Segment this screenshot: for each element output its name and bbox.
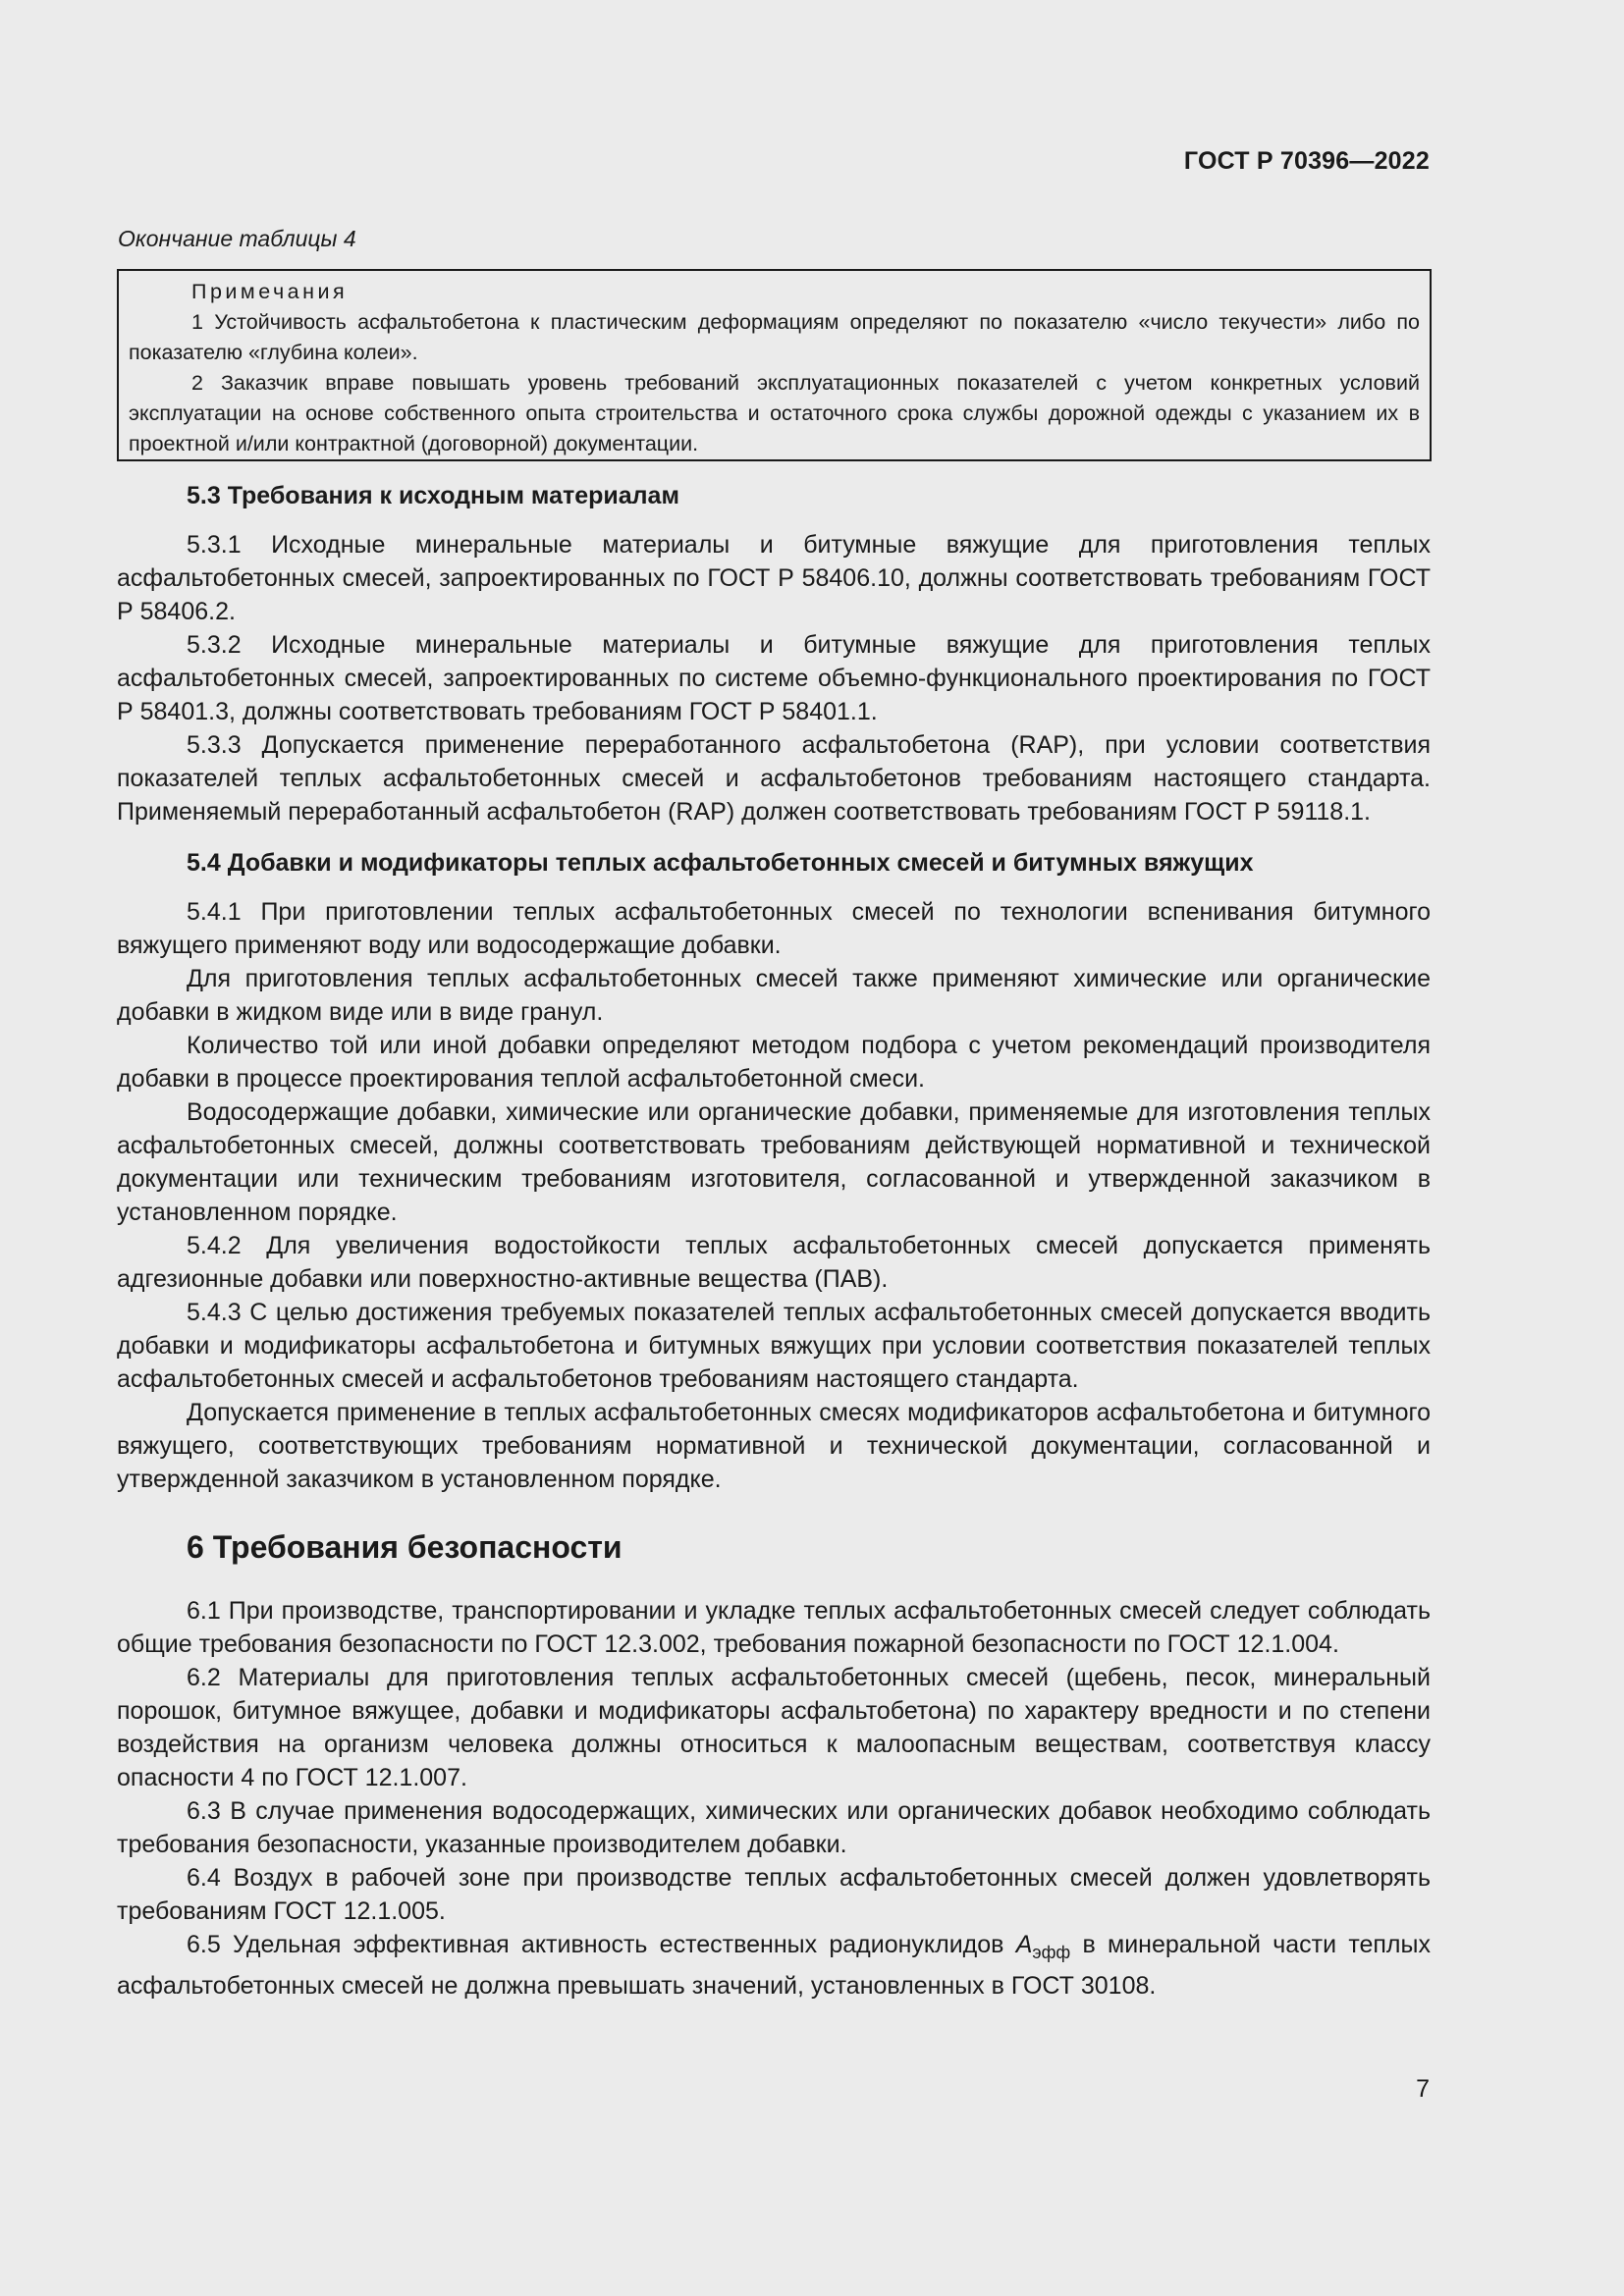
section-6-heading: 6 Требования безопасности [187, 1529, 623, 1565]
paragraph: Водосодержащие добавки, химические или органические добавки, применяемые для изготовления теплых асфальтобетонных смесей, должны соответствовать требованиям действующей нормативной и технической документации или техническим требованиям изготовителя, согласованной и утвержденной заказчиком в установленном порядке. [117, 1098, 1431, 1226]
paragraph: Количество той или иной добавки определяют методом подбора с учетом рекомендаций производителя добавки в процессе проектирования теплой асфальтобетонной смеси. [117, 1032, 1431, 1093]
paragraph-5-4-3: 5.4.3 С целью достижения требуемых показателей теплых асфальтобетонных смесей допускается вводить добавки и модификаторы асфальтобетона и битумных вяжущих при условии соответствия показателей теплых асфальтобетонных смесей и асфальтобетонов требованиям настоящего стандарта. [117, 1299, 1431, 1393]
text-run: 6.5 Удельная эффективная активность естественных радионуклидов [187, 1931, 1016, 1958]
paragraph-5-3-3: 5.3.3 Допускается применение переработанного асфальтобетона (RAP), при условии соответствия показателей теплых асфальтобетонных смесей и асфальтобетонов требованиям настоящего стандарта. Применяемый переработанный асфальтобетон (RAP) должен соответствовать требованиям ГОСТ Р 59118.1. [117, 731, 1431, 826]
paragraph-5-3-1: 5.3.1 Исходные минеральные материалы и битумные вяжущие для приготовления теплых асфальтобетонных смесей, запроектированных по ГОСТ Р 58406.10, должны соответствовать требованиям ГОСТ Р 58406.2. [117, 531, 1431, 625]
section-5-3-heading: 5.3 Требования к исходным материалам [187, 482, 679, 509]
text-run: в минеральной части теплых асфальтобетонных смесей не должна превышать значений, установленных в ГОСТ 30108. [117, 1931, 1431, 2000]
paragraph-6-2: 6.2 Материалы для приготовления теплых асфальтобетонных смесей (щебень, песок, минеральный порошок, битумное вяжущее, добавки и модификаторы асфальтобетона) по характеру вредности и по степени воздействия на организм человека должны относиться к малоопасным веществам, соответствуя классу опасности 4 по ГОСТ 12.1.007. [117, 1664, 1431, 1791]
table-continuation-caption: Окончание таблицы 4 [118, 226, 356, 251]
activity-symbol: А [1015, 1931, 1033, 1958]
page-number: 7 [1416, 2075, 1430, 2103]
note-item: 1 Устойчивость асфальтобетона к пластическим деформациям определяют по показателю «число текучести» либо по показателю «глубина колеи». [129, 310, 1420, 364]
paragraph-6-3: 6.3 В случае применения водосодержащих, химических или органических добавок необходимо соблюдать требования безопасности, указанные производителем добавки. [117, 1797, 1431, 1858]
table-notes-box [117, 269, 1432, 461]
paragraph-6-1: 6.1 При производстве, транспортировании и укладке теплых асфальтобетонных смесей следует соблюдать общие требования безопасности по ГОСТ 12.3.002, требования пожарной безопасности по ГОСТ 12.1.004. [117, 1597, 1431, 1658]
notes-title: Примечания [191, 280, 349, 303]
activity-subscript: эфф [1032, 1943, 1071, 1962]
paragraph-6-5 [117, 1928, 1431, 2002]
document-code: ГОСТ Р 70396—2022 [1183, 147, 1430, 175]
paragraph-5-4-1: 5.4.1 При приготовлении теплых асфальтобетонных смесей по технологии вспенивания битумного вяжущего применяют воду или водосодержащие добавки. [117, 898, 1431, 959]
paragraph: Для приготовления теплых асфальтобетонных смесей также применяют химические или органические добавки в жидком виде или в виде гранул. [117, 965, 1431, 1026]
paragraph: Допускается применение в теплых асфальтобетонных смесях модификаторов асфальтобетона и битумного вяжущего, соответствующих требованиям нормативной и технической документации, согласованной и утвержденной заказчиком в установленном порядке. [117, 1399, 1431, 1493]
paragraph-6-4: 6.4 Воздух в рабочей зоне при производстве теплых асфальтобетонных смесей должен удовлетворять требованиям ГОСТ 12.1.005. [117, 1864, 1431, 1925]
main-content [117, 479, 1431, 2002]
section-5-4-heading: 5.4 Добавки и модификаторы теплых асфальтобетонных смесей и битумных вяжущих [187, 849, 1254, 877]
paragraph-5-3-2: 5.3.2 Исходные минеральные материалы и битумные вяжущие для приготовления теплых асфальтобетонных смесей, запроектированных по системе объемно-функционального проектирования по ГОСТ Р 58401.3, должны соответствовать требованиям ГОСТ Р 58401.1. [117, 631, 1431, 725]
note-item: 2 Заказчик вправе повышать уровень требований эксплуатационных показателей с учетом конкретных условий эксплуатации на основе собственного опыта строительства и остаточного срока службы дорожной одежды с указанием их в проектной и/или контрактной (договорной) документации. [129, 371, 1420, 455]
paragraph-5-4-2: 5.4.2 Для увеличения водостойкости теплых асфальтобетонных смесей допускается применять адгезионные добавки или поверхностно-активные вещества (ПАВ). [117, 1232, 1431, 1293]
